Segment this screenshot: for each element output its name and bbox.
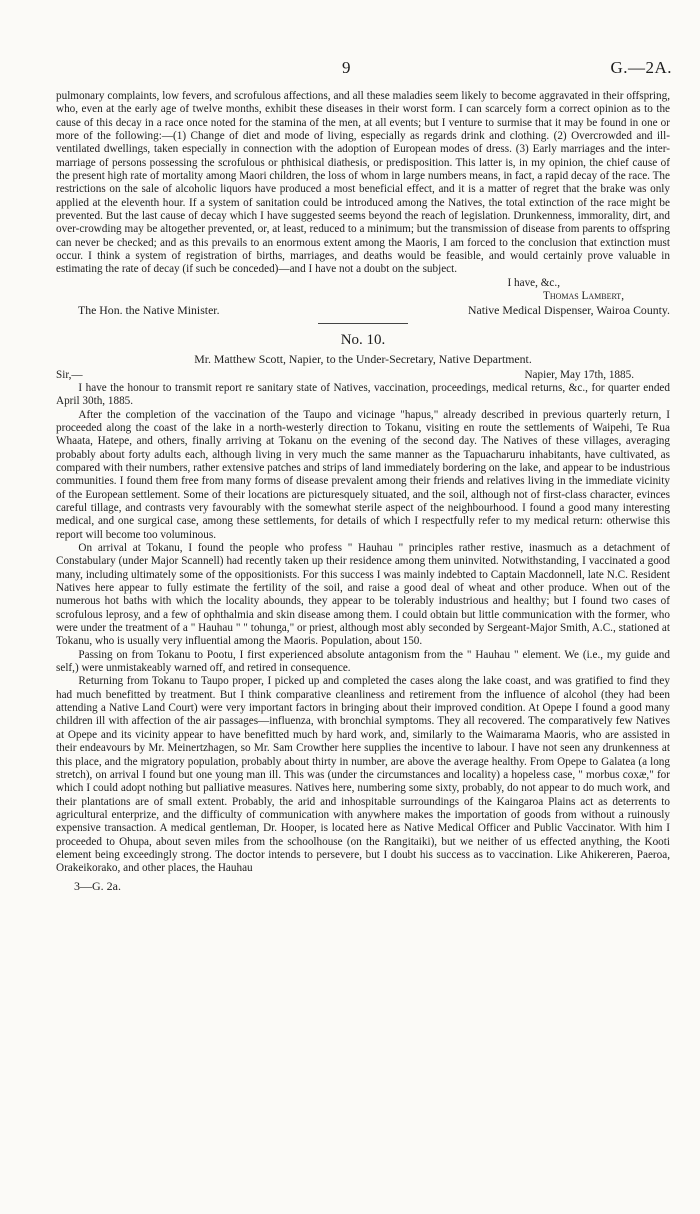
salutation-line	[56, 369, 670, 382]
closing: I have, &c.,	[507, 276, 560, 289]
document-body	[56, 90, 670, 893]
paragraph: Returning from Tokanu to Taupo proper, I picked up and completed the cases along the lake coast, and was gratified to find they had much benefitted by treatment. But I think comparative cleanliness and retirement from the influence of alcohol (they had been attending a Native Land Court) were very important factors in bringing about their improved condition. At Opepe I found a good many children ill with affection of the air passages—influenza, with bronchial symptoms. They all recovered. The comparatively few Natives at Opepe and its vicinity appear to have benefitted much by hard work, and, similarly to the Waimarama Maoris, who are assisted in their endeavours by Mr. Meinertzhagen, so Mr. Sam Crowther here supplies the incentive to labour. I have not seen any drunkenness at this place, and the migratory population, probably about thirty in number, are above the average healthy. From Opepe to Galatea (a long stretch), on arrival I found but one young man ill. This was (under the circumstances and locality) a hopeless case, " morbus coxæ," for which I could adopt nothing but palliative measures. Natives here, numbering some sixty, probably, do not appear to do much work, and their plantations are of small extent. Probably, the arid and inhospitable surroundings of the Kaingaroa Plains act as deterrents to agricultural enterprize, and the difficulty of communication with anywhere makes the importation of goods from without a ruinously expensive transaction. A medical gentleman, Dr. Hooper, is located here as Native Medical Officer and Public Vaccinator. With him I proceeded to Ohupa, about seven miles from the schoolhouse (on the Rangitaiki), but we neither of us effected anything, the Kooti element being exceedingly strong. The doctor intends to persevere, but I doubt his success as to vaccination. Like Ahikereren, Paeroa, Orakeikorako, and other places, the Hauhau	[56, 675, 670, 875]
signature: Thomas Lambert,	[542, 290, 624, 303]
place-date: Napier, May 17th, 1885.	[524, 368, 634, 381]
section-rule	[318, 323, 408, 324]
section-number: No. 10.	[340, 331, 386, 348]
addressee: The Hon. the Native Minister.	[78, 302, 220, 317]
signature-line	[56, 304, 670, 317]
paragraph: I have the honour to transmit report re sanitary state of Natives, vaccination, proceedings, medical returns, &c., for quarter ended April 30th, 1885.	[56, 381, 670, 408]
paragraph: On arrival at Tokanu, I found the people who profess " Hauhau " principles rather restive, inasmuch as a detachment of Constabulary (under Major Scannell) had recently taken up their residence among them uninvited. Notwithstanding, I vaccinated a good many, including ultimately some of the oppositionists. For this success I was mainly indebted to Captain Macdonnell, late N.C. Resident Natives here appear to fully estimate the fertility of the soil, and raise a good deal of wheat and other produce. When out of the numerous hot baths with which the locality abounds, they appear to be tolerably industrious and healthy; but I found two cases of scrofulous leprosy, and a few of ophthalmia and skin disease among them. I could obtain but little communication with the former, who were under the treatment of a " Hauhau " " tohunga," or priest, although most ably seconded by Sergeant-Major Smith, A.C., stationed at Tokanu, who is usually very influential among the Maoris. Population, about 150.	[56, 542, 670, 648]
page-number: 9	[342, 58, 351, 77]
letter-heading: Mr. Matthew Scott, Napier, to the Under-Secretary, Native Department.	[194, 352, 532, 367]
signature-mark: 3—G. 2a.	[74, 878, 121, 893]
paragraph-continued: pulmonary complaints, low fevers, and scrofulous affections, and all these maladies seem likely to become aggravated in their offspring, who, even at the early age of twelve months, exhibit these diseases in their worst form. I can scarcely form a correct opinion as to the cause of this decay in a race once noted for the stamina of the men, at all events; but I venture to surmise that it may be found in one or more of the following:—(1) Change of diet and mode of living, especially as regards drink and clothing. (2) Overcrowded and ill-ventilated dwellings, taken especially in connection with the adoption of European modes of dress. (3) Early marriages and the inter-marriage of persons possessing the scrofulous or phthisical diathesis, or predisposition. This latter is, in my opinion, the chief cause of the present high rate of mortality among Maori children, the loss of whom in large numbers means, in fact, a rapid decay of the race. The restrictions on the sale of alcoholic liquors have produced a most beneficial effect, and it is a matter of regret that the brake was only applied at the eleventh hour. If a system of sanitation could be introduced among the Natives, the total extinction of the race might be prevented. But the last cause of decay which I have suggested seems beyond the reach of legislation. Drunkenness, immorality, dirt, and over-crowding may be altogether prevented, or, at least, reduced to a minimum; but the transmission of disease from parents to offspring can never be checked; and as this prevails to an enormous extent among the Maoris, I am forced to the conclusion that extinction must occur. I think a system of registration of births, marriages, and deaths would be feasible, and would certainly prove valuable in estimating the rate of decay (if such be conceded)—and I have not a doubt on the subject.	[56, 90, 670, 276]
paragraph: Passing on from Tokanu to Pootu, I first experienced absolute antagonism from the " Hauhau " element. We (i.e., my guide and self,) were unmistakeably warned off, and retired in consequence.	[56, 648, 670, 675]
salutation: Sir,—	[56, 368, 83, 381]
signatory-title: Native Medical Dispenser, Wairoa County.	[467, 302, 670, 317]
page-header	[56, 58, 670, 82]
document-reference: G.—2A.	[610, 58, 672, 77]
paragraph: After the completion of the vaccination of the Taupo and vicinage "hapus," already described in previous quarterly return, I proceeded along the coast of the lake in a north-westerly direction to Tokanu, visiting en route the settlements of Waipehi, Te Rua Whaata, Hatepe, and others, finally arriving at Tokanu on the evening of the second day. The Natives of these villages, averaging probably about forty adults each, although living in very much the same manner as the Tapuacharuru inhabitants, have cultivated, as compared with their numbers, rather extensive patches and strips of land immediately bordering on the lake, and appear to be industrious communities. I found them free from many forms of disease prevalent among their friends and relatives living in the immediate vicinity of the European settlement. Some of their locations are picturesquely situated, and the soil, although not of first-class character, evinces careful tillage, and contrasts very favourably with the somewhat sterile aspect of the neighbourhood. I found a good many interesting medical, and one surgical case, among these settlements, for details of which I respectfully refer to my medical return: otherwise this report will become too voluminous.	[56, 408, 670, 541]
